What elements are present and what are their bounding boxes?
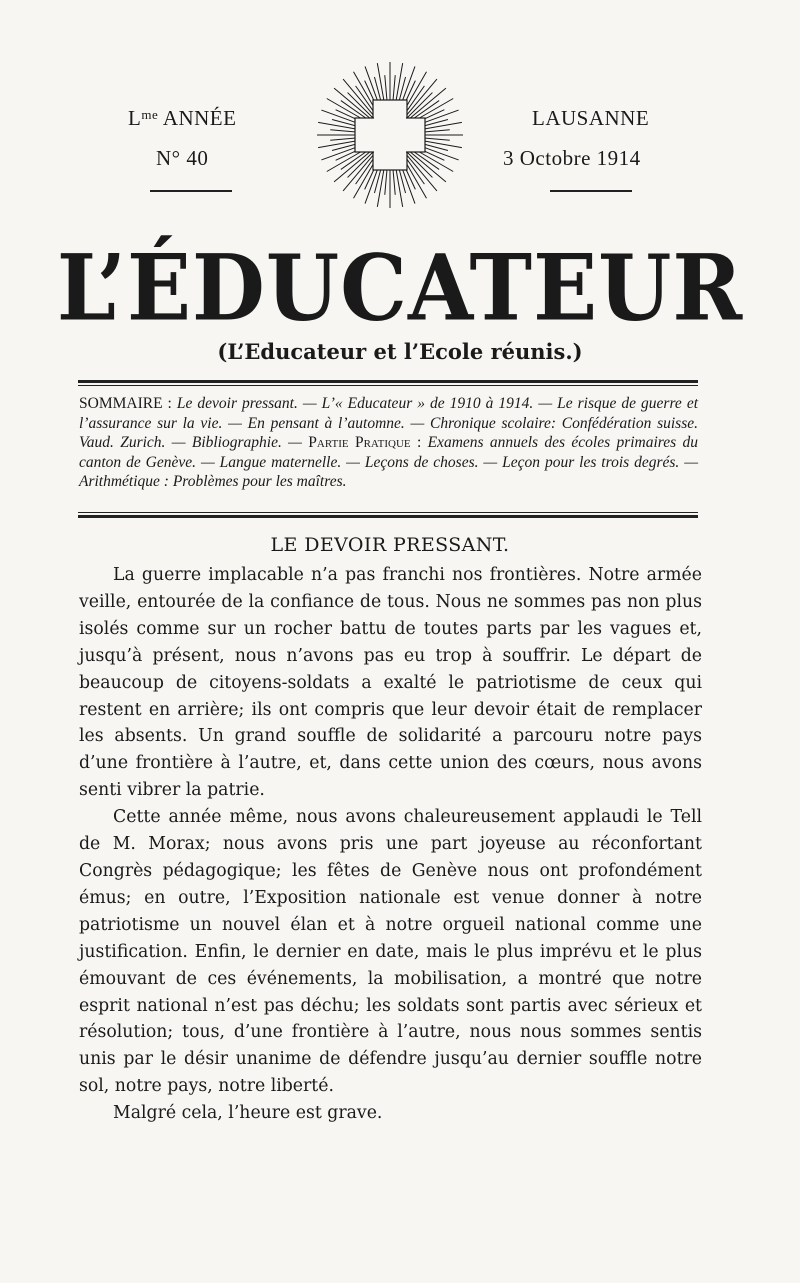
right-header-rule <box>550 190 632 192</box>
article-body <box>79 562 702 1127</box>
practical-label: Partie Pratique : <box>308 434 422 451</box>
swiss-cross-sunburst-icon <box>315 60 465 210</box>
volume-word: ANNÉE <box>162 106 237 130</box>
masthead-title: L’ÉDUCATEUR <box>56 234 744 341</box>
left-header-rule <box>150 190 232 192</box>
city-label: LAUSANNE <box>532 106 650 130</box>
issue-number: N° 40 <box>156 146 209 170</box>
article-paragraph: Cette année même, nous avons chaleureusement applaudi le Tell de M. Morax; nous avons pris une part joyeuse au réconfortant Congrès pédagogique; les fêtes de Genève nous ont profondément émus; en outre, l’Exposition nationale est venue donner à notre patriotisme un nouvel élan et à notre orgueil national comme une justification. Enfin, le dernier en date, mais le plus imprévu et le plus émouvant de ces événements, la mobilisation, a montré que notre esprit national n’est pas déchu; les soldats sont partis avec sérieux et résolution; tous, d’une frontière à l’autre, nous nous sommes sentis unis par le désir unanime de défendre jusqu’au dernier souffle notre sol, notre pays, notre liberté. <box>79 807 702 1097</box>
article-paragraph: Malgré cela, l’heure est grave. <box>113 1103 383 1124</box>
summary-bottom-rule <box>78 512 698 518</box>
article-paragraph: La guerre implacable n’a pas franchi nos frontières. Notre armée veille, entourée de la confiance de tous. Nous ne sommes pas non plus isolés comme sur un rocher battu de toutes parts par les vagues et, jusqu’à présent, nous n’avons pas eu trop à souffrir. Le départ de beaucoup de citoyens-soldats a exalté le patriotisme de ceux qui restent en arrière; ils ont compris que leur devoir était de remplacer les absents. Un grand souffle de solidarité a parcouru notre pays d’une frontière à l’autre, et, dans cette union des cœurs, nous avons senti vibrer la patrie. <box>79 565 702 801</box>
volume-sup: me <box>141 107 159 122</box>
practical-items: Examens annuels des écoles primaires du canton de Genève. — Langue maternelle. — Leçons de choses. — Leçon pour les trois degrés. — Arithmétique : Problèmes pour les maîtres. <box>79 434 698 490</box>
issue-date: 3 Octobre 1914 <box>503 146 641 170</box>
article-title: LE DEVOIR PRESSANT. <box>270 534 510 556</box>
summary-items: Le devoir pressant. — L’« Educateur » de 1910 à 1914. — Le risque de guerre et l’assurance sur la vie. — En pensant à l’automne. — Chronique scolaire: Confédération suisse. Vaud. Zurich. — Bibliographie. — <box>79 395 699 451</box>
masthead-subtitle: (L’Educateur et l’Ecole réunis.) <box>217 339 583 364</box>
summary-top-rule <box>78 380 698 386</box>
volume-prefix: L <box>128 106 142 130</box>
volume-label <box>128 106 236 131</box>
summary-label: SOMMAIRE : <box>79 395 172 412</box>
summary <box>79 394 698 492</box>
